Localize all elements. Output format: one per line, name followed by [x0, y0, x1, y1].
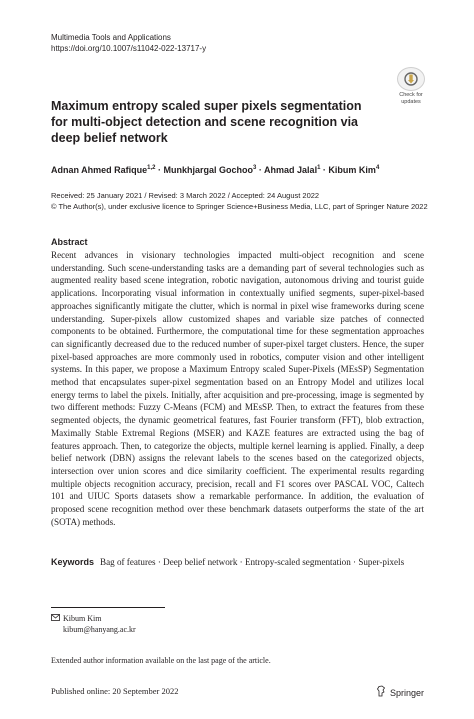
- abstract-text: Recent advances in visionary technologies impacted multi-object recognition and scene understanding. Such scene-understanding tasks are a demanding part of several technologies such as augmented reality based scene integration, robotic navigation, autonomous driving and tourist guide applications. Incorporating visual information in contextually unified segments, super-pixel-based approaches significantly mitigate the clutter, which is normal in pixel wise frameworks during scene understanding. Super-pixels allow customized shapes and variable size patches of connected components to be obtained. Furthermore, the computational time for these segmentation approaches can significantly decreased due to the reduced number of super-pixel target clusters. Hence, the super pixel-based approaches are more commonly used in robotics, computer vision and other intelligent systems. In this paper, we propose a Maximum Entropy scaled Super-Pixels (MEsSP) Segmentation method that encapsulates super-pixel segmentation based on an Entropy Model and utilizes local energy terms to label the pixels. Initially, after acquisition and pre-processing, image is segmented by two different methods: Fuzzy C-Means (FCM) and MEsSP. Then, to extract the features from these segmented objects, the dynamic geometrical features, fast Fourier transform (FFT), blob extraction, Maximally Stable Extremal Regions (MSER) and KAZE features are extracted using the bag of features approach. Then, to categorize the objects, multiple kernel learning is applied. Finally, a deep belief network (DBN) assigns the relevant labels to the scenes based on the categorized objects, intersection over union scores and dice similarity coefficient. The experimental results regarding multiple objects recognition accuracy, precision, recall and F1 scores over PASCAL VOC, Caltech 101 and UIUC Sports datasets show a remarkable performance. In addition, the evaluation of proposed scene recognition method over these benchmark datasets outperforms the state of the art (SOTA) methods.: [51, 250, 424, 527]
- doi-link[interactable]: https://doi.org/10.1007/s11042-022-13717-y: [51, 44, 207, 53]
- author-separator: ·: [155, 165, 164, 175]
- published-date: Published online: 20 September 2022: [51, 686, 179, 696]
- author-list: [51, 162, 379, 176]
- journal-name: Multimedia Tools and Applications: [51, 33, 171, 42]
- keywords-heading: Keywords: [51, 557, 95, 567]
- article-history: [51, 190, 428, 212]
- springer-horse-icon: [376, 685, 386, 700]
- received-dates: Received: 25 January 2021 / Revised: 3 March 2022 / Accepted: 24 August 2022: [51, 191, 320, 200]
- author-separator: ·: [256, 165, 265, 175]
- extended-author-info: Extended author information available on the last page of the article.: [51, 656, 271, 665]
- publisher-name: Springer: [390, 687, 425, 698]
- publisher-logo[interactable]: [376, 685, 424, 700]
- author-name[interactable]: Munkhjargal Gochoo: [163, 165, 254, 175]
- author-affiliation: 1: [317, 165, 321, 171]
- keywords-section: [51, 556, 424, 569]
- footnote-divider: [51, 607, 165, 608]
- contact-email[interactable]: kibum@hanyang.ac.kr: [63, 625, 136, 634]
- author-affiliation: 1,2: [147, 165, 156, 171]
- author-affiliation: 4: [375, 165, 380, 171]
- contact-name: Kibum Kim: [63, 614, 102, 623]
- check-for-updates-badge[interactable]: [394, 67, 428, 105]
- keywords-list: Bag of features · Deep belief network · Entropy-scaled segmentation · Super-pixels: [100, 557, 405, 567]
- check-for-updates-icon: [397, 67, 425, 91]
- author-name[interactable]: Ahmad Jalal: [264, 165, 318, 175]
- author-name[interactable]: Kibum Kim: [328, 165, 376, 175]
- author-separator: ·: [320, 165, 329, 175]
- paper-title: Maximum entropy scaled super pixels segmentation for multi-object detection and scene recognition via deep belief network: [51, 99, 362, 145]
- journal-header: [51, 32, 206, 54]
- corresponding-author: [51, 613, 136, 635]
- abstract-heading: Abstract: [51, 237, 88, 247]
- author-name[interactable]: Adnan Ahmed Rafique: [51, 165, 148, 175]
- badge-label: Check for updates: [399, 92, 423, 105]
- author-affiliation: 3: [253, 165, 257, 171]
- copyright-notice: © The Author(s), under exclusive licence to Springer Science+Business Media, LLC, part of Springer Nature 2022: [51, 202, 428, 211]
- envelope-icon: [51, 613, 63, 624]
